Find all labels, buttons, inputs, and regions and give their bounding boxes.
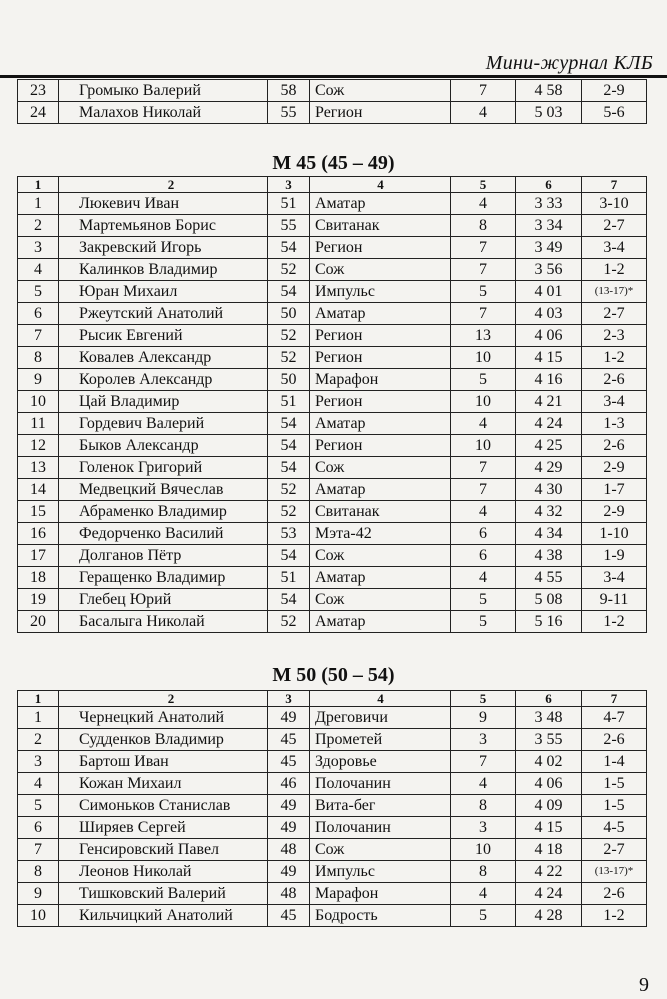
cell-time: 5 03 [516,102,582,124]
cell-time: 4 09 [516,795,582,817]
table-row [18,215,647,237]
cell-score: 3-10 [582,193,647,215]
cell-name: Ржеутский Анатолий [59,303,268,325]
column-header-5: 5 [451,177,516,193]
cell-birth-year: 52 [268,611,310,633]
column-header-1: 1 [18,177,59,193]
cell-time: 4 06 [516,325,582,347]
cell-score: 4-5 [582,817,647,839]
cell-name: Долганов Пётр [59,545,268,567]
cell-birth-year: 54 [268,435,310,457]
cell-score: 3-4 [582,567,647,589]
cell-team-size: 6 [451,545,516,567]
table-row [18,773,647,795]
cell-name: Симоньков Станислав [59,795,268,817]
cell-name: Медвецкий Вячеслав [59,479,268,501]
cell-club: Регион [310,102,451,124]
cell-place: 1 [18,707,59,729]
cell-name: Рысик Евгений [59,325,268,347]
cell-club: Импульс [310,861,451,883]
cell-score: (13-17)* [582,281,647,303]
cell-place: 19 [18,589,59,611]
header-rule [0,75,667,78]
cell-club: Сож [310,545,451,567]
cell-team-size: 13 [451,325,516,347]
cell-club: Регион [310,391,451,413]
cell-club: Прометей [310,729,451,751]
cell-club: Бодрость [310,905,451,927]
cell-name: Закревский Игорь [59,237,268,259]
cell-team-size: 10 [451,391,516,413]
cell-club: Сож [310,589,451,611]
cell-team-size: 4 [451,883,516,905]
cell-team-size: 10 [451,435,516,457]
cell-name: Голенок Григорий [59,457,268,479]
table-header-row [18,691,647,707]
cell-name: Ковалев Александр [59,347,268,369]
cell-team-size: 7 [451,751,516,773]
cell-time: 4 06 [516,773,582,795]
cell-time: 3 56 [516,259,582,281]
table-row [18,80,647,102]
cell-team-size: 7 [451,457,516,479]
cell-time: 3 55 [516,729,582,751]
cell-club: Здоровье [310,751,451,773]
cell-score: 1-9 [582,545,647,567]
cell-score: 2-9 [582,501,647,523]
cell-time: 4 58 [516,80,582,102]
column-header-5: 5 [451,691,516,707]
cell-score: 1-5 [582,773,647,795]
table-row [18,567,647,589]
cell-place: 4 [18,773,59,795]
table-row [18,545,647,567]
table-row [18,795,647,817]
cell-time: 4 38 [516,545,582,567]
cell-score: 3-4 [582,237,647,259]
cell-score: 2-6 [582,883,647,905]
cell-name: Абраменко Владимир [59,501,268,523]
cell-name: Королев Александр [59,369,268,391]
cell-club: Полочанин [310,817,451,839]
cell-time: 4 18 [516,839,582,861]
cell-place: 6 [18,303,59,325]
column-header-2: 2 [59,691,268,707]
table-row [18,817,647,839]
cell-score: 1-10 [582,523,647,545]
table-row [18,347,647,369]
cell-club: Сож [310,80,451,102]
cell-time: 3 49 [516,237,582,259]
cell-score: 2-7 [582,303,647,325]
cell-name: Ширяев Сергей [59,817,268,839]
cell-score: 1-2 [582,905,647,927]
cell-score: 1-2 [582,259,647,281]
cell-time: 4 29 [516,457,582,479]
cell-birth-year: 55 [268,102,310,124]
cell-time: 5 16 [516,611,582,633]
cell-score: 3-4 [582,391,647,413]
cell-name: Леонов Николай [59,861,268,883]
cell-place: 16 [18,523,59,545]
cell-time: 3 33 [516,193,582,215]
cell-club: Регион [310,237,451,259]
column-header-3: 3 [268,177,310,193]
table-row [18,611,647,633]
cell-club: Импульс [310,281,451,303]
cell-birth-year: 48 [268,839,310,861]
cell-club: Сож [310,457,451,479]
cell-birth-year: 52 [268,259,310,281]
cell-name: Громыко Валерий [59,80,268,102]
cell-club: Дреговичи [310,707,451,729]
cell-score: 2-6 [582,435,647,457]
column-header-7: 7 [582,691,647,707]
cell-birth-year: 54 [268,545,310,567]
cell-time: 4 15 [516,347,582,369]
cell-birth-year: 50 [268,369,310,391]
cell-team-size: 8 [451,215,516,237]
cell-score: 1-2 [582,611,647,633]
table-row [18,883,647,905]
cell-place: 15 [18,501,59,523]
cell-score: 2-6 [582,369,647,391]
cell-place: 24 [18,102,59,124]
cell-team-size: 4 [451,413,516,435]
table-row [18,861,647,883]
cell-club: Вита-бег [310,795,451,817]
table-row [18,501,647,523]
cell-place: 10 [18,905,59,927]
cell-place: 9 [18,369,59,391]
cell-birth-year: 53 [268,523,310,545]
cell-birth-year: 49 [268,861,310,883]
cell-name: Геращенко Владимир [59,567,268,589]
cell-club: Свитанак [310,215,451,237]
table-row [18,479,647,501]
cell-birth-year: 52 [268,479,310,501]
column-header-3: 3 [268,691,310,707]
cell-place: 7 [18,325,59,347]
cell-birth-year: 55 [268,215,310,237]
cell-time: 4 28 [516,905,582,927]
cell-score: 1-2 [582,347,647,369]
cell-place: 11 [18,413,59,435]
journal-title: Мини-журнал КЛБ [485,52,653,74]
cell-name: Малахов Николай [59,102,268,124]
cell-place: 5 [18,281,59,303]
cell-score: 2-3 [582,325,647,347]
cell-place: 5 [18,795,59,817]
cell-time: 4 24 [516,883,582,905]
cell-club: Сож [310,259,451,281]
cell-club: Аматар [310,479,451,501]
cell-time: 4 01 [516,281,582,303]
cell-birth-year: 51 [268,391,310,413]
results-table-continued [17,79,647,124]
cell-club: Свитанак [310,501,451,523]
cell-birth-year: 52 [268,347,310,369]
cell-score: 2-9 [582,80,647,102]
cell-place: 4 [18,259,59,281]
cell-birth-year: 46 [268,773,310,795]
cell-name: Быков Александр [59,435,268,457]
cell-time: 4 32 [516,501,582,523]
table-row [18,369,647,391]
table-row [18,193,647,215]
cell-team-size: 7 [451,303,516,325]
cell-time: 4 25 [516,435,582,457]
cell-club: Аматар [310,193,451,215]
cell-birth-year: 45 [268,905,310,927]
cell-club: Сож [310,839,451,861]
table-row [18,303,647,325]
cell-time: 4 16 [516,369,582,391]
cell-place: 23 [18,80,59,102]
cell-club: Мэта-42 [310,523,451,545]
results-table-m50 [17,690,647,927]
cell-score: 2-7 [582,215,647,237]
cell-club: Полочанин [310,773,451,795]
cell-team-size: 4 [451,773,516,795]
cell-birth-year: 49 [268,707,310,729]
cell-birth-year: 45 [268,751,310,773]
cell-name: Генсировский Павел [59,839,268,861]
cell-place: 13 [18,457,59,479]
cell-birth-year: 49 [268,817,310,839]
cell-place: 7 [18,839,59,861]
cell-team-size: 5 [451,589,516,611]
cell-name: Гордевич Валерий [59,413,268,435]
cell-score: 5-6 [582,102,647,124]
cell-time: 4 24 [516,413,582,435]
cell-club: Марафон [310,883,451,905]
table-row [18,457,647,479]
cell-score: 1-7 [582,479,647,501]
cell-name: Тишковский Валерий [59,883,268,905]
section-title-m45: М 45 (45 – 49) [272,152,395,174]
table-row [18,237,647,259]
cell-team-size: 6 [451,523,516,545]
cell-time: 3 48 [516,707,582,729]
column-header-7: 7 [582,177,647,193]
cell-team-size: 9 [451,707,516,729]
cell-name: Юран Михаил [59,281,268,303]
cell-place: 14 [18,479,59,501]
cell-birth-year: 58 [268,80,310,102]
cell-place: 6 [18,817,59,839]
cell-club: Аматар [310,303,451,325]
cell-time: 4 21 [516,391,582,413]
cell-team-size: 3 [451,817,516,839]
cell-place: 2 [18,729,59,751]
cell-name: Бартош Иван [59,751,268,773]
cell-score: 2-6 [582,729,647,751]
cell-place: 3 [18,237,59,259]
table-row [18,589,647,611]
table-row [18,259,647,281]
cell-place: 20 [18,611,59,633]
cell-birth-year: 54 [268,281,310,303]
cell-place: 17 [18,545,59,567]
cell-club: Аматар [310,413,451,435]
results-table-m45 [17,176,647,633]
cell-place: 12 [18,435,59,457]
table-row [18,523,647,545]
cell-team-size: 4 [451,567,516,589]
cell-time: 3 34 [516,215,582,237]
cell-name: Кильчицкий Анатолий [59,905,268,927]
cell-birth-year: 49 [268,795,310,817]
cell-name: Мартемьянов Борис [59,215,268,237]
cell-name: Басалыга Николай [59,611,268,633]
cell-place: 10 [18,391,59,413]
cell-birth-year: 50 [268,303,310,325]
cell-score: 1-4 [582,751,647,773]
page-number: 9 [639,974,649,996]
cell-team-size: 8 [451,861,516,883]
cell-birth-year: 51 [268,193,310,215]
cell-team-size: 10 [451,839,516,861]
cell-time: 4 30 [516,479,582,501]
table-row [18,729,647,751]
column-header-4: 4 [310,177,451,193]
cell-score: 2-9 [582,457,647,479]
cell-time: 4 02 [516,751,582,773]
cell-team-size: 7 [451,237,516,259]
cell-birth-year: 54 [268,589,310,611]
cell-score: (13-17)* [582,861,647,883]
cell-place: 9 [18,883,59,905]
cell-place: 8 [18,861,59,883]
cell-time: 4 55 [516,567,582,589]
table-row [18,839,647,861]
table-header-row [18,177,647,193]
column-header-6: 6 [516,691,582,707]
cell-place: 18 [18,567,59,589]
cell-team-size: 3 [451,729,516,751]
table-row [18,751,647,773]
cell-place: 3 [18,751,59,773]
cell-name: Чернецкий Анатолий [59,707,268,729]
cell-club: Регион [310,435,451,457]
cell-birth-year: 52 [268,325,310,347]
section-title-m50: М 50 (50 – 54) [272,664,395,686]
cell-birth-year: 48 [268,883,310,905]
cell-team-size: 4 [451,193,516,215]
cell-name: Судденков Владимир [59,729,268,751]
cell-score: 9-11 [582,589,647,611]
cell-name: Калинков Владимир [59,259,268,281]
cell-time: 4 34 [516,523,582,545]
cell-birth-year: 54 [268,457,310,479]
cell-name: Люкевич Иван [59,193,268,215]
column-header-2: 2 [59,177,268,193]
cell-club: Аматар [310,567,451,589]
cell-name: Глебец Юрий [59,589,268,611]
cell-name: Кожан Михаил [59,773,268,795]
table-row [18,413,647,435]
cell-place: 1 [18,193,59,215]
cell-time: 5 08 [516,589,582,611]
column-header-1: 1 [18,691,59,707]
cell-club: Регион [310,347,451,369]
cell-name: Цай Владимир [59,391,268,413]
cell-name: Федорченко Василий [59,523,268,545]
cell-team-size: 7 [451,80,516,102]
cell-place: 2 [18,215,59,237]
table-row [18,391,647,413]
cell-birth-year: 54 [268,237,310,259]
cell-team-size: 5 [451,369,516,391]
cell-time: 4 03 [516,303,582,325]
cell-team-size: 8 [451,795,516,817]
table-row [18,281,647,303]
cell-birth-year: 54 [268,413,310,435]
table-row [18,707,647,729]
cell-team-size: 10 [451,347,516,369]
cell-team-size: 5 [451,281,516,303]
cell-score: 1-5 [582,795,647,817]
cell-team-size: 4 [451,102,516,124]
cell-score: 4-7 [582,707,647,729]
column-header-4: 4 [310,691,451,707]
cell-club: Марафон [310,369,451,391]
table-row [18,325,647,347]
cell-club: Аматар [310,611,451,633]
table-row [18,435,647,457]
cell-place: 8 [18,347,59,369]
table-row [18,102,647,124]
cell-birth-year: 51 [268,567,310,589]
cell-birth-year: 45 [268,729,310,751]
cell-team-size: 7 [451,259,516,281]
cell-score: 2-7 [582,839,647,861]
cell-score: 1-3 [582,413,647,435]
cell-team-size: 5 [451,905,516,927]
column-header-6: 6 [516,177,582,193]
cell-time: 4 15 [516,817,582,839]
cell-time: 4 22 [516,861,582,883]
cell-team-size: 7 [451,479,516,501]
cell-birth-year: 52 [268,501,310,523]
cell-team-size: 5 [451,611,516,633]
table-row [18,905,647,927]
cell-club: Регион [310,325,451,347]
cell-team-size: 4 [451,501,516,523]
